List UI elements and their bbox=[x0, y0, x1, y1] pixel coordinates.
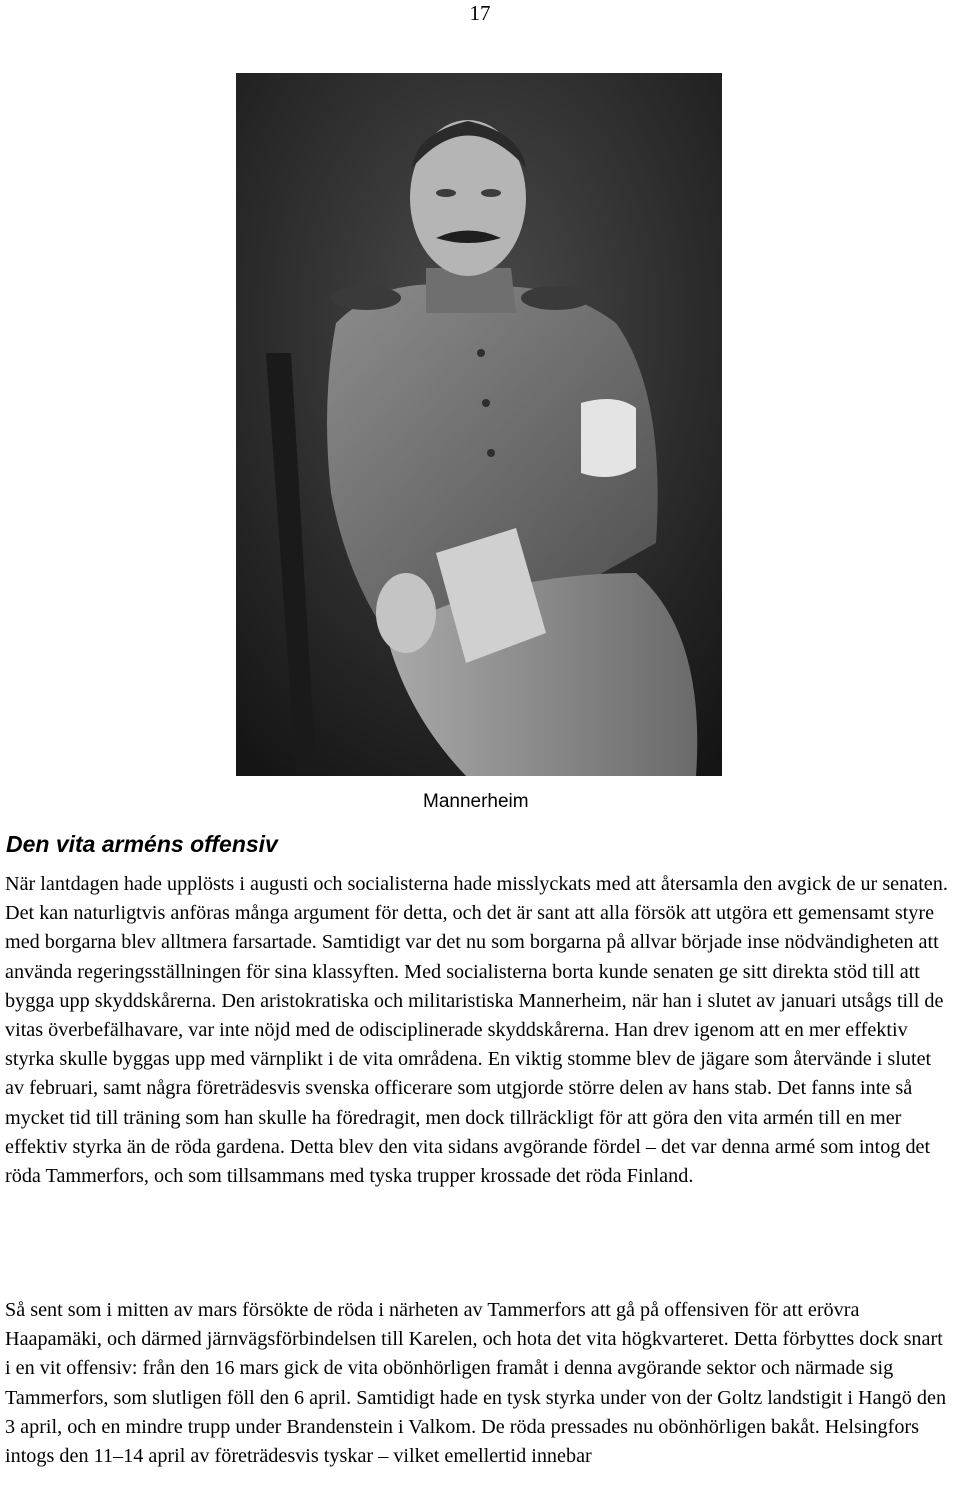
section-heading: Den vita arméns offensiv bbox=[6, 831, 278, 857]
photo-caption: Mannerheim bbox=[423, 791, 529, 812]
portrait-illustration bbox=[236, 73, 722, 776]
portrait-photo bbox=[236, 73, 722, 776]
body-paragraph-1: När lantdagen hade upplösts i augusti och socialisterna hade misslyckats med att återsamla den avgick de ur senaten. Det kan naturligtvis anföras många argument för detta, och det är sant att alla försök att utgöra ett gemensamt styre med borgarna blev alltmera farsartade. Samtidigt var det nu som borgarna på allvar började inse nödvändigheten att använda regeringsställningen för sina klassyften. Med socialisterna borta kunde senaten ge sitt direkta stöd till att bygga upp skyddskårerna. Den aristokratiska och militaristiska Mannerheim, när han i slutet av januari utsågs till de vitas överbefälhavare, var inte nöjd med de odisciplinerade skyddskårerna. Han drev igenom att en mer effektiv styrka skulle byggas upp med värnplikt i de vita områdena. En viktig stomme blev de jägare som återvände i slutet av februari, samt några företrädesvis svenska officerare som utgjorde större delen av hans stab. Det fanns inte så mycket tid till träning som han skulle ha föredragit, men dock tillräckligt för att göra den vita armén till en mer effektiv styrka än de röda gardena. Detta blev den vita sidans avgörande fördel – det var denna armé som intog det röda Tammerfors, och som tillsammans med tyska trupper krossade det röda Finland. bbox=[5, 873, 948, 1188]
page-number: 17 bbox=[469, 1, 491, 25]
body-paragraph-2: Så sent som i mitten av mars försökte de röda i närheten av Tammerfors att gå på offensiven för att erövra Haapamäki, och därmed järnvägsförbindelsen till Karelen, och hota det vita högkvarteret. Detta förbyttes dock snart i en vit offensiv: från den 16 mars gick de vita obönhörligen framåt i denna avgörande sektor och närmade sig Tammerfors, som slutligen föll den 6 april. Samtidigt hade en tysk styrka under von der Goltz landstigit i Hangö den 3 april, och en mindre trupp under Brandenstein i Valkom. De röda pressades nu obönhörligen bakåt. Helsingfors intogs den 11–14 april av företrädesvis tyskar – vilket emellertid innebar bbox=[5, 1299, 947, 1468]
